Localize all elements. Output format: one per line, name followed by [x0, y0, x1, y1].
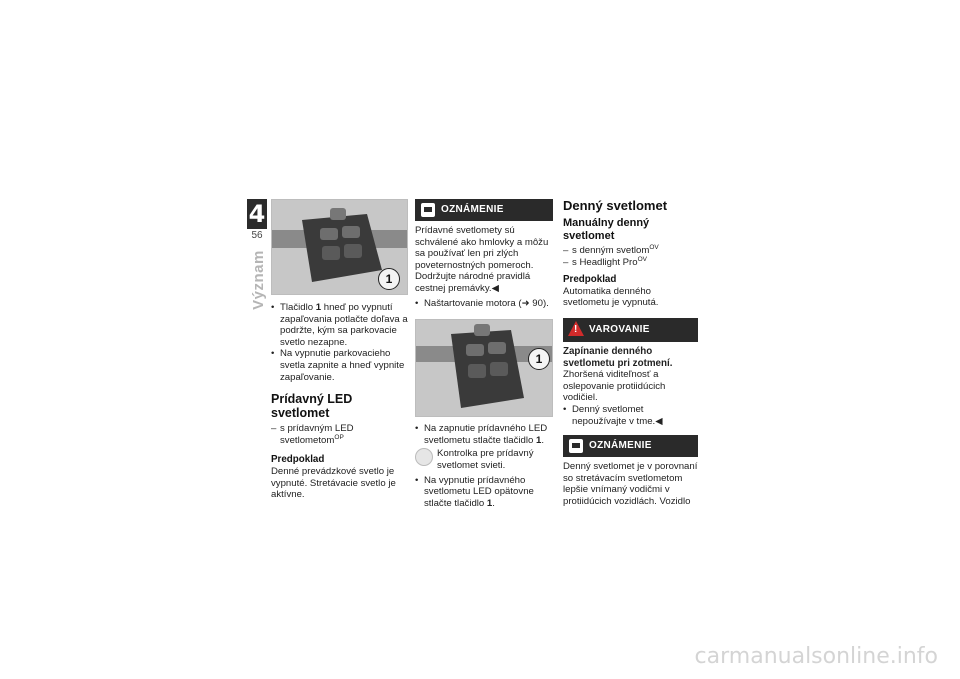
list-item: • Denný svetlomet nepoužívajte v tme.◀ — [563, 404, 698, 427]
bullet-list-parking — [271, 302, 408, 383]
equipment-note: – s prídavným LED svetlometom$^{OP}$ — [271, 423, 408, 446]
prerequisite-text: Automatika denného svetlometu je vypnutá. — [563, 285, 659, 309]
bullet-list-start — [415, 298, 553, 310]
handlebar-switch-photo-left — [271, 199, 408, 295]
column-1 — [271, 199, 408, 501]
handlebar-switch-photo-right — [415, 319, 553, 417]
column-2 — [415, 199, 553, 509]
subheading-manual: Manuálny denný svetlomet — [563, 217, 650, 242]
chapter-number: 4 — [248, 200, 266, 228]
notice-banner: OZNÁMENIE — [563, 435, 698, 457]
warning-title: Zapínanie denného svetlometu pri zotmení. — [563, 345, 673, 369]
notice-hand-icon — [569, 439, 583, 453]
notice-text: Prídavné svetlomety sú schválené ako hmlovky a môžu sa používať len pri zlých poveternostných pomeroch. Dodržujte národné pravidlá cestnej premávky.◀ — [415, 225, 549, 294]
warning-text: Zhoršená viditeľnosť a oslepovanie protiidúcich vodičiel. — [563, 369, 666, 404]
equipment-note: – s denným svetlom$^{OV}$ — [563, 245, 698, 257]
indicator-light-icon — [415, 448, 433, 466]
notice-text: Denný svetlomet je v porovnaní so stretávacím svetlometom lepšie vnímaný vodičmi v protiidúcich vozidlách. Vozidlo — [563, 461, 698, 507]
section-heading-daytime: Denný svetlomet — [563, 198, 668, 213]
indicator-note: Kontrolka pre prídavný svetlomet svieti. — [415, 448, 553, 471]
handlebar-switch-illustration — [416, 320, 552, 416]
bullet-list-led-off — [415, 475, 553, 510]
photo-callout-1: 1 — [528, 348, 550, 370]
chapter-vertical-title: Význam — [250, 250, 267, 310]
equipment-note: – s Headlight Pro$^{OV}$ — [563, 257, 698, 269]
list-item: • Naštartovanie motora (➜ 90). — [415, 298, 553, 310]
notice-banner: OZNÁMENIE — [415, 199, 553, 221]
warning-triangle-icon — [568, 321, 584, 336]
section-heading-led: Prídavný LED svetlomet — [271, 392, 353, 421]
notice-hand-icon — [421, 203, 435, 217]
prerequisite-label: Predpoklad — [563, 274, 617, 286]
bullet-list-warning — [563, 404, 698, 427]
page-number: 56 — [251, 230, 263, 241]
warning-banner: ! VAROVANIE — [563, 318, 698, 342]
bullet-list-led — [415, 423, 553, 446]
column-3 — [563, 199, 698, 508]
list-item: • Na zapnutie prídavného LED svetlometu stlačte tlačidlo 1. — [415, 423, 553, 446]
prerequisite-text: Denné prevádzkové svetlo je vypnuté. Stretávacie svetlo je aktívne. — [271, 465, 396, 501]
list-item: • Tlačidlo 1 hneď po vypnutí zapaľovania potlačte doľava a podržte, kým sa parkovacie svetlo nezapne. — [271, 302, 408, 348]
watermark: carmanualsonline.info — [694, 644, 938, 669]
list-item: • Na vypnutie parkovacieho svetla zapnite a hneď vypnite zapaľovanie. — [271, 348, 408, 383]
list-item: • Na vypnutie prídavného svetlometu LED opätovne stlačte tlačidlo 1. — [415, 475, 553, 510]
prerequisite-label: Predpoklad — [271, 454, 325, 466]
photo-callout-1: 1 — [378, 268, 400, 290]
